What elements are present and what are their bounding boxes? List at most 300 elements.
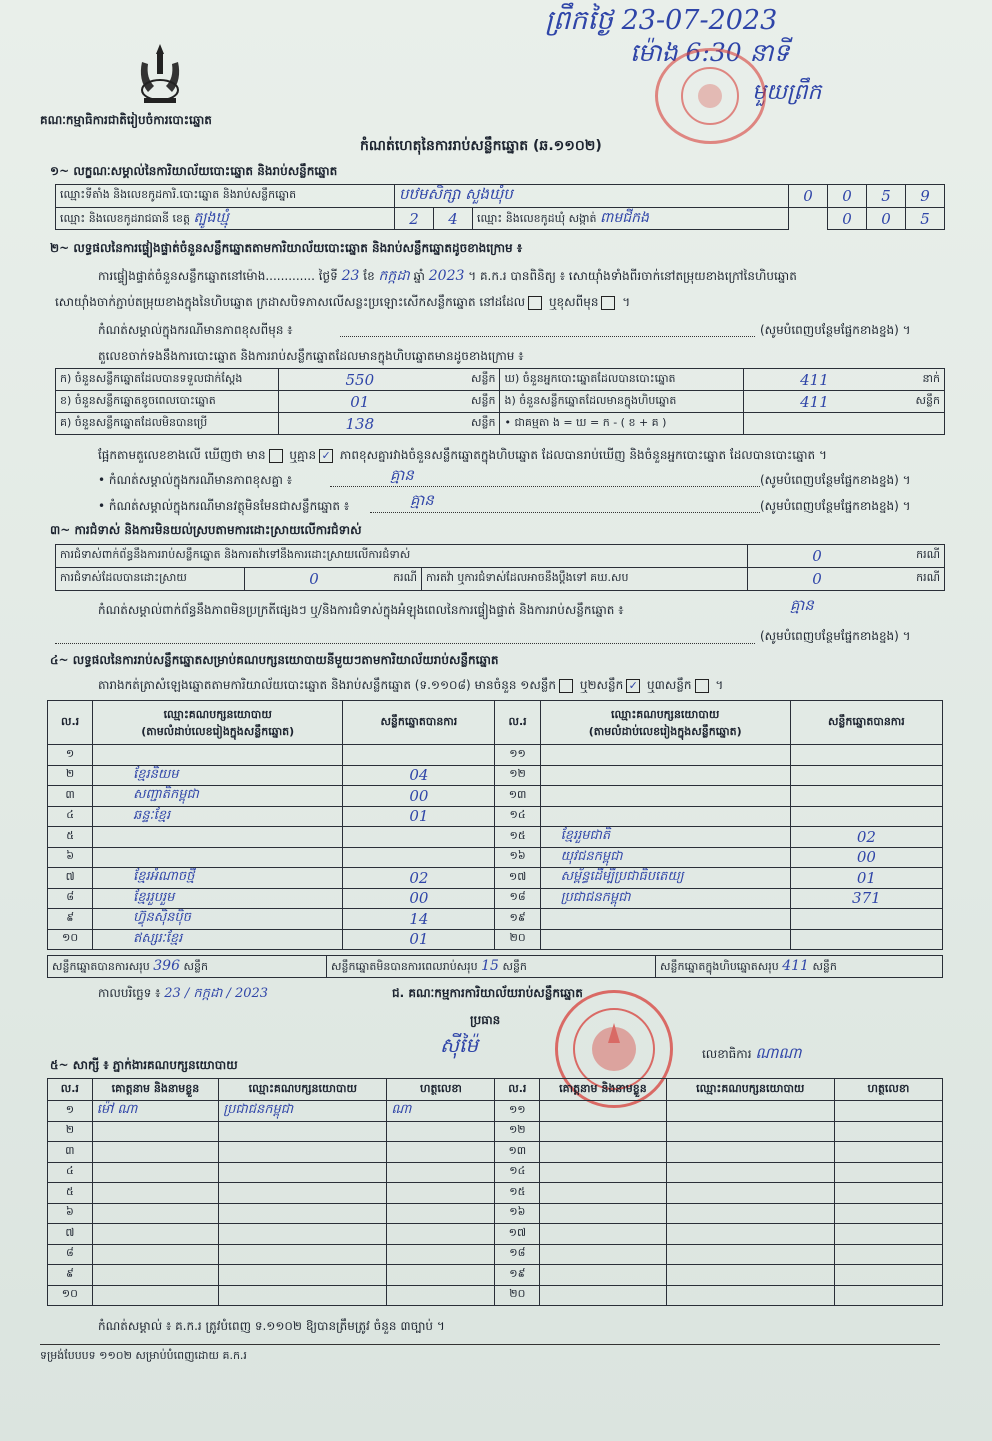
total-box-unit: សន្លឹក: [812, 959, 837, 973]
sec1-commune-digit: 0: [867, 208, 906, 230]
result-party: សញ្ជាតិកម្ពុជា: [93, 786, 343, 807]
total-invalid-unit: សន្លឹក: [502, 959, 527, 973]
sec3-fill-hint: (សូមបំពេញបន្ថែមផ្នែកខាងខ្នង) ។: [760, 629, 911, 643]
witness-no: ៩: [48, 1265, 93, 1286]
witness-signature: [834, 1285, 942, 1306]
witness-name: [92, 1224, 219, 1245]
figures-row: [56, 413, 945, 435]
result-no: ៩: [48, 909, 93, 930]
witness-signature: [387, 1203, 495, 1224]
result-no: ២០: [495, 929, 540, 950]
form-footer: ទម្រង់បែបបទ ១១០២ សម្រាប់បំពេញដោយ គ.ក.រ: [40, 1349, 247, 1362]
witness-no: ១៩: [495, 1265, 540, 1286]
chair-signature: ស៊ីម៉ៃ: [440, 1033, 479, 1057]
sec1-code-digit: 0: [789, 185, 828, 208]
witness-party: [666, 1121, 834, 1142]
result-no: ១៩: [495, 909, 540, 930]
total-box-value: 411: [782, 957, 809, 974]
witness-no: ២: [48, 1121, 93, 1142]
total-box-label: សន្លឹកឆ្នោតក្នុងហិបឆ្នោតសរុប: [660, 959, 779, 973]
witness-name: [540, 1162, 667, 1183]
result-votes: 371: [790, 888, 942, 909]
figure-unit: សន្លឹក: [440, 369, 500, 391]
sec2-para2: សោយ៉ាំងចាក់ភ្ជាប់តម្រុយខាងក្នុងនៃហិបឆ្នោត ក្រដាសបិទភាសលើសន្លះប្រឡោះសើកសន្លឹកឆ្នោត នៅដដែល ឬខុសពីមុន ។: [55, 295, 631, 309]
sec1-province-digit: 2: [395, 208, 434, 230]
figure-value2: 411: [744, 369, 885, 391]
sec2-para2-text: សោយ៉ាំងចាក់ភ្ជាប់តម្រុយខាងក្នុងនៃហិបឆ្នោត ក្រដាសបិទភាសលើសន្លះប្រឡោះសើកសន្លឹកឆ្នោត នៅដដែល: [55, 295, 526, 309]
sec2-check-text-a: ផ្អែកតាមតួលេខខាងលើ ឃើញថា មាន: [98, 448, 266, 462]
result-no: ៨: [48, 888, 93, 909]
result-party: [93, 827, 343, 848]
witness-row: [48, 1224, 943, 1245]
witness-signature: [834, 1224, 942, 1245]
sec2-bullet1-label: • កំណត់សម្គាល់ក្នុងករណីមានភាពខុសគ្នា ៖: [98, 473, 293, 487]
witness-no: ៣: [48, 1142, 93, 1163]
sec2-bullet2-label: • កំណត់សម្គាល់ក្នុងករណីមានវត្ថុមិនមែនជាសន្លឹកឆ្នោត ៖: [98, 499, 350, 513]
result-party: ខ្មែរអំណាចថ្មី: [93, 868, 343, 889]
result-votes: [790, 765, 942, 786]
sec5-heading: ៥~ សាក្សី ៖ ភ្នាក់ងារគណបក្សនយោបាយ: [50, 1058, 238, 1072]
sec4-intro-c: ឬ៣សន្លឹក: [647, 678, 692, 692]
sec3-row2-value: 0: [245, 568, 384, 591]
sec3-row2-label2: ការតវ៉ា ឬការជំទាស់ដែលអាចនឹងប្ដឹងទៅ គឃ.សប: [422, 568, 748, 591]
result-party: យុវជនកម្ពុជា: [540, 847, 790, 868]
sec4-col-no-right: ល.រ: [495, 701, 540, 745]
sec1-commune-digit: 0: [828, 208, 867, 230]
result-votes: 04: [343, 765, 495, 786]
sec1-commune-label: [473, 208, 789, 230]
witness-signature: [387, 1162, 495, 1183]
secretary-label: លេខាធិការ: [702, 1047, 752, 1061]
total-valid-cell: [48, 956, 327, 978]
result-votes: [790, 909, 942, 930]
witness-row: [48, 1142, 943, 1163]
handwritten-signature: មួយព្រឹក: [752, 80, 822, 105]
result-party: [540, 786, 790, 807]
witness-name: [540, 1121, 667, 1142]
sec4-col-votes-right: សន្លឹកឆ្នោតបានការ: [790, 701, 942, 745]
total-valid-value: 396: [153, 957, 180, 974]
sec2-check-line: [98, 447, 827, 465]
total-valid-label: សន្លឹកឆ្នោតបានការសរុប: [52, 959, 150, 973]
witness-no: ១០: [48, 1285, 93, 1306]
result-party: [540, 765, 790, 786]
witness-party: [666, 1203, 834, 1224]
witness-no: ១៧: [495, 1224, 540, 1245]
result-no: ១០: [48, 929, 93, 950]
sec1-row1-value-text: បឋមសិក្សា សួងឃុំប: [399, 185, 513, 203]
result-no: ១៤: [495, 806, 540, 827]
witness-party: [666, 1265, 834, 1286]
witness-row: [48, 1244, 943, 1265]
witness-no: ៦: [48, 1203, 93, 1224]
result-party: ហ៊្វុនស៊ិនប៉ិច: [93, 909, 343, 930]
sec5-col-party: ឈ្មោះគណបក្សនយោបាយ: [219, 1079, 387, 1101]
witness-no: ២០: [495, 1285, 540, 1306]
result-no: ៦: [48, 847, 93, 868]
result-party: [93, 847, 343, 868]
form-title: កំណត់ហេតុនៃការរាប់សន្លឹកឆ្នោត (ឆ.១១០២): [360, 138, 602, 154]
sec1-code-digit: 5: [867, 185, 906, 208]
result-party: ប្រជាជនកម្ពុជា: [540, 888, 790, 909]
sec1-code-digit: 9: [906, 185, 945, 208]
sec2-para2-or: ឬខុសពីមុន: [548, 295, 599, 309]
result-votes: 14: [343, 909, 495, 930]
result-party: [540, 745, 790, 766]
witness-party: [666, 1285, 834, 1306]
witness-party: [666, 1224, 834, 1245]
sec1-code-digit: 0: [828, 185, 867, 208]
sec4-totals-table: [47, 955, 943, 978]
sec2-para3: តួលេខចាក់ទងនឹងការបោះឆ្នោត និងការរាប់សន្លឹកឆ្នោតដែលមានក្នុងហិបឆ្នោតមានដូចខាងក្រោម ៖: [98, 349, 524, 363]
witness-party: [219, 1142, 387, 1163]
witness-row: [48, 1162, 943, 1183]
sec4-intro-b: ឬ២សន្លឹក: [579, 678, 624, 692]
witness-party: ប្រជាជនកម្ពុជា: [219, 1101, 387, 1122]
witness-party: [666, 1142, 834, 1163]
result-votes: [790, 806, 942, 827]
witness-no: ១៤: [495, 1162, 540, 1183]
result-no: ១១: [495, 745, 540, 766]
sec1-heading: ១~ លក្ខណៈសម្គាល់នៃការិយាល័យបោះឆ្នោត និងរាប់សន្លឹកឆ្នោត: [50, 164, 338, 178]
sec2-month: កក្កដា: [378, 268, 410, 284]
result-votes: [790, 929, 942, 950]
sec1-row1-label: ឈ្មោះទីតាំង និងលេខកូដការិ.បោះឆ្នោត និងរាប់សន្លឹកឆ្នោត: [56, 185, 395, 208]
three-sheet-checkbox[interactable]: [695, 679, 709, 693]
sec4-col-party-sub: (តាមលំដាប់លេខរៀងក្នុងសន្លឹកឆ្នោត): [141, 724, 295, 738]
sec2-bullet1-value: គ្មាន: [390, 466, 414, 484]
org-name: គណៈកម្មាធិការជាតិរៀបចំការបោះឆ្នោត: [40, 113, 212, 127]
total-valid-unit: សន្លឹក: [183, 959, 208, 973]
result-row: [48, 786, 943, 807]
sec5-col-no-right: ល.រ: [495, 1079, 540, 1101]
result-votes: 00: [790, 847, 942, 868]
total-invalid-cell: [327, 956, 656, 978]
sec3-row2-label: ការជំទាស់ដែលបានដោះស្រាយ: [56, 568, 245, 591]
witness-name: [540, 1183, 667, 1204]
witness-signature: [387, 1142, 495, 1163]
witness-name: ម៉ៅ ណា: [92, 1101, 219, 1122]
result-row: [48, 806, 943, 827]
figures-row: [56, 369, 945, 391]
sec2-para1: [98, 266, 797, 287]
sec3-row2-value2: 0: [748, 568, 887, 591]
witness-name: [540, 1101, 667, 1122]
result-no: ១៨: [495, 888, 540, 909]
witness-row: [48, 1183, 943, 1204]
result-no: ១: [48, 745, 93, 766]
result-no: ៤: [48, 806, 93, 827]
sec5-col-sign-right: ហត្ថលេខា: [834, 1079, 942, 1101]
national-emblem-logo: [130, 40, 190, 108]
figure-unit2: នាក់: [885, 369, 945, 391]
sec4-col-party-right: [540, 701, 790, 745]
sec5-col-sign: ហត្ថលេខា: [387, 1079, 495, 1101]
witness-party: [219, 1203, 387, 1224]
witness-no: ១៥: [495, 1183, 540, 1204]
result-party: [93, 745, 343, 766]
result-votes: [790, 745, 942, 766]
witness-name: [540, 1244, 667, 1265]
witness-party: [219, 1265, 387, 1286]
sec2-day: 23: [341, 268, 360, 284]
witness-row: [48, 1101, 943, 1122]
witness-signature: [834, 1244, 942, 1265]
stamp-top-emblem: [658, 51, 763, 141]
witness-name: [540, 1224, 667, 1245]
witness-party: [219, 1224, 387, 1245]
result-row: [48, 888, 943, 909]
witness-signature: [387, 1244, 495, 1265]
result-row: [48, 765, 943, 786]
witness-row: [48, 1121, 943, 1142]
sec4-col-party-title: ឈ្មោះគណបក្សនយោបាយ: [163, 707, 272, 721]
no-difference-checkbox[interactable]: ✓: [319, 449, 333, 463]
figure-unit: សន្លឹក: [440, 391, 500, 413]
witness-name: [92, 1142, 219, 1163]
sec2-para1-c: ឆ្នាំ: [413, 269, 425, 283]
figure-label: ខ) ចំនួនសន្លឹកឆ្នោតខូចពេលបោះឆ្នោត: [56, 391, 279, 413]
result-votes: 00: [343, 786, 495, 807]
result-votes: 01: [790, 868, 942, 889]
sec4-intro-text: តារាងកត់ត្រាសំឡេងឆ្នោតតាមការិយាល័យបោះឆ្នោត និងរាប់សន្លឹកឆ្នោត (ទ.១១០៨) មានចំនួន ១សន្លឹក: [98, 678, 556, 692]
sec3-row2-unit2: ករណី: [886, 568, 945, 591]
sec5-col-name: គោត្តនាម និងនាមខ្លួន: [92, 1079, 219, 1101]
witness-no: ១: [48, 1101, 93, 1122]
sec3-row1-label: ការជំទាស់ពាក់ព័ន្ធនឹងការរាប់សន្លឹកឆ្នោត និងការតវ៉ាទៅនឹងការដោះស្រាយលើការជំទាស់: [56, 545, 748, 568]
result-no: ១២: [495, 765, 540, 786]
sec2-fill-hint: (សូមបំពេញបន្ថែមផ្នែកខាងខ្នង) ។: [760, 323, 911, 337]
result-no: ៣: [48, 786, 93, 807]
sec5-col-no: ល.រ: [48, 1079, 93, 1101]
chair-label: ប្រធាន: [470, 1013, 501, 1027]
sec1-row2-label: [56, 208, 395, 230]
figure-value2: [744, 413, 885, 435]
figure-unit2: [885, 413, 945, 435]
sec5-col-party-right: ឈ្មោះគណបក្សនយោបាយ: [666, 1079, 834, 1101]
sec2-year: 2023: [428, 268, 465, 284]
sec4-intro-end: ។: [715, 678, 724, 692]
witness-name: [92, 1285, 219, 1306]
figure-unit: សន្លឹក: [440, 413, 500, 435]
sec2-check-text-c: ភាពខុសគ្នារវាងចំនួនសន្លឹកឆ្នោតក្នុងហិបឆ្នោត ដែលបានរាប់ឃើញ និងចំនួនអ្នកបោះឆ្នោត ដែលបានបោះឆ្នោត ។: [339, 448, 827, 462]
witness-signature: ណា: [387, 1101, 495, 1122]
sec5-col-name-right: គោត្តនាម និងនាមខ្លួន: [540, 1079, 667, 1101]
witness-name: [540, 1142, 667, 1163]
witness-no: ៨: [48, 1244, 93, 1265]
witness-party: [219, 1244, 387, 1265]
total-box-cell: [656, 956, 943, 978]
sec2-note1-label: កំណត់សម្គាល់ក្នុងករណីមានភាពខុសពីមុន ៖: [98, 323, 293, 337]
result-row: [48, 745, 943, 766]
witness-signature: [387, 1121, 495, 1142]
result-votes: 02: [790, 827, 942, 848]
sec3-note-value: គ្មាន: [790, 596, 814, 614]
result-no: ១៦: [495, 847, 540, 868]
figure-label2: ឃ) ចំនួនអ្នកបោះឆ្នោតដែលបានបោះឆ្នោត: [500, 369, 744, 391]
witness-party: [219, 1162, 387, 1183]
result-votes: 01: [343, 806, 495, 827]
sec3-note-label: កំណត់សម្គាល់ពាក់ព័ន្ធនឹងភាពមិនប្រក្រតីផ្សេងៗ ឬ/និងការជំទាស់ក្នុងអំឡុងពេលនៃការផ្ទៀងផ្ទាត់ និងការរាប់សន្លឹកឆ្នោត ៖: [98, 603, 624, 617]
sec3-row2-unit: ករណី: [383, 568, 422, 591]
result-no: ១៥: [495, 827, 540, 848]
sec4-col-party-right-sub: (តាមលំដាប់លេខរៀងក្នុងសន្លឹកឆ្នោត): [588, 724, 742, 738]
witness-row: [48, 1265, 943, 1286]
result-votes: [343, 847, 495, 868]
result-party: ខ្មែររួបរួម: [93, 888, 343, 909]
witness-no: ៤: [48, 1162, 93, 1183]
witness-signature: [387, 1285, 495, 1306]
witness-signature: [834, 1142, 942, 1163]
sec2-bullet2-value: គ្មាន: [410, 491, 434, 509]
result-no: ២: [48, 765, 93, 786]
witness-signature: [834, 1121, 942, 1142]
sec2-fill-hint-3: (សូមបំពេញបន្ថែមផ្នែកខាងខ្នង) ។: [760, 499, 911, 513]
result-no: ៧: [48, 868, 93, 889]
sec4-col-votes: សន្លឹកឆ្នោតបានការ: [343, 701, 495, 745]
sec4-heading: ៤~ លទ្ធផលនៃការរាប់សន្លឹកឆ្នោតសម្រាប់គណបក្សនយោបាយនីមួយៗតាមការិយាល័យរាប់សន្លឹកឆ្នោត: [50, 653, 499, 667]
figure-unit2: សន្លឹក: [885, 391, 945, 413]
total-invalid-label: សន្លឹកឆ្នោតមិនបានការពេលរាប់សរុប: [331, 959, 478, 973]
sec4-col-no: ល.រ: [48, 701, 93, 745]
figure-label: គ) ចំនួនសន្លឹកឆ្នោតដែលមិនបានប្រើ: [56, 413, 279, 435]
sec2-fill-hint-2: (សូមបំពេញបន្ថែមផ្នែកខាងខ្នង) ។: [760, 473, 911, 487]
figure-value: 138: [279, 413, 441, 435]
witness-name: [92, 1121, 219, 1142]
sec3-table: [55, 544, 945, 591]
witness-party: [666, 1162, 834, 1183]
sec3-row1-unit: ករណី: [886, 545, 945, 568]
witness-signature: [834, 1265, 942, 1286]
two-sheet-checkbox[interactable]: ✓: [626, 679, 640, 693]
committee-label: ជ. គណៈកម្មការការិយាល័យរាប់សន្លឹកឆ្នោត: [392, 986, 583, 1000]
witness-row: [48, 1203, 943, 1224]
figure-label2: ង) ចំនួនសន្លឹកឆ្នោតដែលមានក្នុងហិបឆ្នោត: [500, 391, 744, 413]
sec2-para1-d: ។ គ.ក.រ បានពិនិត្យ ៖ សោយ៉ាំងទាំងពីរចាក់នៅតម្រុយខាងក្រៅនៃហិបឆ្នោត: [468, 269, 797, 283]
result-no: ៥: [48, 827, 93, 848]
witness-party: [666, 1244, 834, 1265]
result-row: [48, 909, 943, 930]
has-difference-checkbox[interactable]: [269, 449, 283, 463]
witness-no: ៧: [48, 1224, 93, 1245]
figure-value2: 411: [744, 391, 885, 413]
witness-row: [48, 1285, 943, 1306]
result-votes: [343, 827, 495, 848]
figure-label2: • ជាគម្មតា ង = ឃ = ក - ( ខ + គ ): [500, 413, 744, 435]
witness-no: ១១: [495, 1101, 540, 1122]
sec1-commune-digit: 5: [906, 208, 945, 230]
witness-signature: [834, 1203, 942, 1224]
witness-signature: [387, 1265, 495, 1286]
secretary-signature: ណាណា: [755, 1044, 802, 1062]
total-invalid-value: 15: [481, 957, 499, 974]
sec2-para1-b: ខែ: [363, 269, 375, 283]
sec4-date-line: [98, 985, 268, 1004]
sec1-blank-cell: [789, 208, 828, 230]
witness-signature: [387, 1183, 495, 1204]
witness-signature: [834, 1183, 942, 1204]
witness-signature: [834, 1162, 942, 1183]
sec2-heading: ២~ លទ្ធផលនៃការផ្ទៀងផ្ទាត់ចំនួនសន្លឹកឆ្នោតតាមការិយាល័យបោះឆ្នោត និងរាប់សន្លឹកឆ្នោតដូចខាងក្រោម ៖: [50, 241, 523, 255]
result-party: [540, 929, 790, 950]
result-party: [540, 909, 790, 930]
sec3-note-dotline: [55, 643, 755, 644]
figures-row: [56, 391, 945, 413]
sec3-heading: ៣~ ការជំទាស់ និងការមិនយល់ស្របតាមការដោះស្រាយលើការជំទាស់: [50, 523, 362, 537]
witness-name: [92, 1162, 219, 1183]
figure-value: 550: [279, 369, 441, 391]
result-row: [48, 847, 943, 868]
sec2-para1-a: ការផ្ទៀងផ្ទាត់ចំនួនសន្លឹកឆ្នោតនៅម៉ោង............. ថ្ងៃទី: [98, 269, 338, 283]
witness-name: [540, 1203, 667, 1224]
sec3-row1-value: 0: [748, 545, 887, 568]
sec4-date-value: 23 / កក្កដា / 2023: [164, 986, 269, 1001]
witness-signature: [834, 1101, 942, 1122]
result-row: [48, 868, 943, 889]
sec5-witness-table: [47, 1078, 943, 1306]
sec1-province-digit: 4: [434, 208, 473, 230]
witness-name: [92, 1244, 219, 1265]
secretary-line: [702, 1044, 802, 1066]
witness-name: [92, 1183, 219, 1204]
witness-no: ១៨: [495, 1244, 540, 1265]
figure-value: 01: [279, 391, 441, 413]
changed-checkbox[interactable]: [601, 296, 615, 310]
result-row: [48, 929, 943, 950]
one-sheet-checkbox[interactable]: [559, 679, 573, 693]
result-party: [540, 806, 790, 827]
result-party: ខ្មែរនិយម: [93, 765, 343, 786]
figure-label: ក) ចំនួនសន្លឹកឆ្នោតដែលបានទទួលជាក់ស្ដែង: [56, 369, 279, 391]
witness-party: [666, 1183, 834, 1204]
handwritten-date: ព្រឹកថ្ងៃ 23-07-2023: [545, 5, 778, 36]
official-stamp-top: [655, 48, 766, 144]
witness-no: ៥: [48, 1183, 93, 1204]
footer-divider: [40, 1344, 940, 1345]
sec4-intro: [98, 677, 723, 695]
sec1-province-value: ត្បូងឃ្មុំ: [193, 210, 229, 226]
witness-signature: [387, 1224, 495, 1245]
result-votes: 02: [343, 868, 495, 889]
witness-no: ១៦: [495, 1203, 540, 1224]
sec2-check-text-b: ឬគ្មាន: [289, 448, 317, 462]
sec4-col-party: [93, 701, 343, 745]
sec4-date-label: កាលបរិច្ឆេទ ៖: [98, 986, 161, 1000]
witness-party: [219, 1183, 387, 1204]
sec1-commune-value: ពាមជីកង: [600, 210, 649, 226]
sec1-row2-label-text: ឈ្មោះ និងលេខកូដរាជធានី ខេត្ត: [60, 212, 190, 225]
result-no: ១៣: [495, 786, 540, 807]
witness-no: ១២: [495, 1121, 540, 1142]
witness-name: [92, 1203, 219, 1224]
sec4-results-table: [47, 700, 943, 950]
sec2-note1-dotline: [340, 336, 755, 337]
result-votes: 00: [343, 888, 495, 909]
result-party: ឆន្ទៈខ្មែរ: [93, 806, 343, 827]
result-no: ១៧: [495, 868, 540, 889]
witness-party: [666, 1101, 834, 1122]
sec4-col-party-right-title: ឈ្មោះគណបក្សនយោបាយ: [611, 707, 720, 721]
result-party: ឥស្សរៈខ្មែរ: [93, 929, 343, 950]
result-row: [48, 827, 943, 848]
result-party: ខ្មែររួមជាតិ: [540, 827, 790, 848]
same-checkbox[interactable]: [528, 296, 542, 310]
result-votes: [343, 745, 495, 766]
result-party: សម្ព័ន្ធដើម្បីប្រជាធិបតេយ្យ: [540, 868, 790, 889]
result-votes: [790, 786, 942, 807]
witness-name: [540, 1265, 667, 1286]
result-votes: 01: [343, 929, 495, 950]
